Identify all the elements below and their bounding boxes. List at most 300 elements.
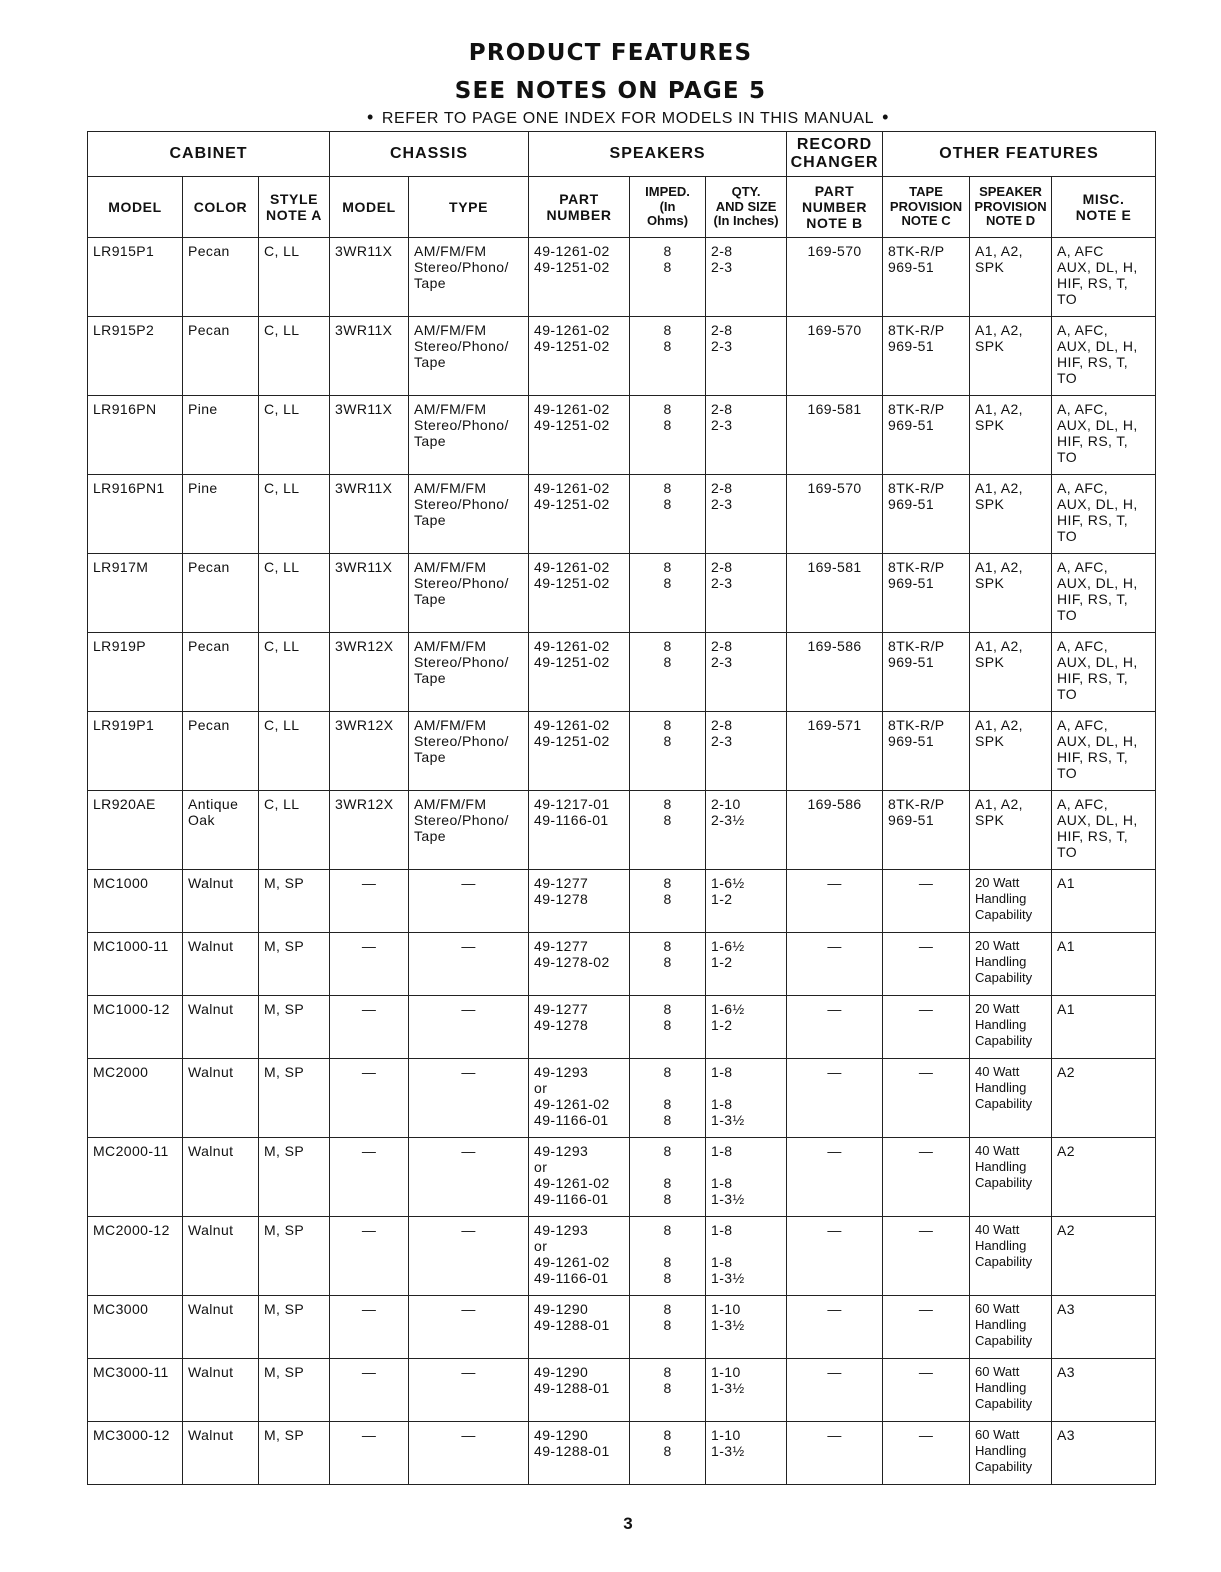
cell-type-text: AM/FM/FM Stereo/Phono/ Tape [414, 243, 509, 291]
cell-color-text: Pine [188, 480, 218, 496]
table-row [88, 1059, 1156, 1138]
cell-type [409, 238, 529, 317]
cell-style [259, 870, 330, 933]
cell-tape-provision-text: 8TK-R/P 969-51 [888, 559, 945, 591]
cell-type [409, 396, 529, 475]
cell-type [409, 996, 529, 1059]
cell-qty-size [706, 933, 787, 996]
cell-color [183, 712, 259, 791]
cell-qty-size [706, 554, 787, 633]
cell-model [88, 475, 183, 554]
column-header-tape-provision: TAPE PROVISION NOTE C [883, 177, 970, 238]
cell-speaker-provision-text: A1, A2, SPK [975, 717, 1023, 749]
cell-color [183, 317, 259, 396]
cell-model-text: MC3000 [93, 1301, 149, 1317]
cell-tape-provision [883, 1359, 970, 1422]
cell-impedance [630, 1138, 706, 1217]
cell-color-text: Walnut [188, 1427, 234, 1443]
cell-tape-provision [883, 1059, 970, 1138]
cell-style-text: C, LL [264, 243, 300, 259]
cell-tape-provision-text: 8TK-R/P 969-51 [888, 243, 945, 275]
cell-impedance-text: 8 8 [663, 1427, 672, 1459]
cell-chassis-model [330, 317, 409, 396]
table-row [88, 712, 1156, 791]
cell-misc [1052, 996, 1156, 1059]
column-header-speaker-provision: SPEAKER PROVISION NOTE D [970, 177, 1052, 238]
cell-color-text: Pecan [188, 322, 230, 338]
cell-type-text: — [461, 938, 476, 954]
cell-color [183, 238, 259, 317]
cell-speaker-provision [970, 933, 1052, 996]
cell-speaker-provision-text: 60 Watt Handling Capability [975, 1301, 1033, 1348]
cell-changer-part [787, 633, 883, 712]
cell-speaker-provision [970, 396, 1052, 475]
cell-qty-size-text: 2-8 2-3 [711, 638, 733, 670]
cell-type-text: AM/FM/FM Stereo/Phono/ Tape [414, 559, 509, 607]
cell-tape-provision-text: — [918, 1364, 934, 1380]
cell-model-text: MC3000-12 [93, 1427, 170, 1443]
cell-tape-provision [883, 996, 970, 1059]
cell-color-text: Pecan [188, 243, 230, 259]
table-row [88, 1296, 1156, 1359]
column-header-cabinet-model: MODEL [88, 177, 183, 238]
cell-qty-size [706, 996, 787, 1059]
cell-impedance [630, 396, 706, 475]
cell-type [409, 554, 529, 633]
cell-chassis-model [330, 1138, 409, 1217]
page-title: PRODUCT FEATURES [468, 40, 753, 66]
cell-model-text: MC1000-12 [93, 1001, 170, 1017]
cell-style-text: C, LL [264, 322, 300, 338]
cell-changer-part-text: 169-586 [807, 796, 862, 812]
bullet-icon: • [882, 107, 890, 127]
cell-chassis-model [330, 633, 409, 712]
cell-type-text: — [461, 1001, 476, 1017]
reference-note-text: REFER TO PAGE ONE INDEX FOR MODELS IN THIS MANUAL [381, 110, 875, 127]
cell-speaker-provision-text: 60 Watt Handling Capability [975, 1427, 1033, 1474]
cell-speaker-provision-text: A1, A2, SPK [975, 796, 1023, 828]
cell-speaker-provision-text: 20 Watt Handling Capability [975, 875, 1033, 922]
group-header-row [88, 132, 1156, 177]
cell-speaker-provision [970, 1359, 1052, 1422]
cell-misc [1052, 791, 1156, 870]
cell-chassis-model-text: — [361, 1001, 377, 1017]
cell-speaker-provision-text: A1, A2, SPK [975, 322, 1023, 354]
cell-type [409, 633, 529, 712]
cell-misc-text: A1 [1057, 938, 1075, 954]
cell-part-number [529, 396, 630, 475]
cell-type-text: AM/FM/FM Stereo/Phono/ Tape [414, 401, 509, 449]
cell-part-number-text: 49-1293 or 49-1261-02 49-1166-01 [534, 1064, 610, 1128]
page-number: 3 [623, 1514, 633, 1533]
cell-type [409, 1217, 529, 1296]
cell-type-text: AM/FM/FM Stereo/Phono/ Tape [414, 638, 509, 686]
cell-type-text: AM/FM/FM Stereo/Phono/ Tape [414, 717, 509, 765]
cell-color [183, 1059, 259, 1138]
cell-speaker-provision-text: 60 Watt Handling Capability [975, 1364, 1033, 1411]
cell-chassis-model-text: 3WR12X [335, 638, 394, 654]
column-header-impedance: IMPED. (In Ohms) [630, 177, 706, 238]
cell-impedance-text: 8 8 [663, 1001, 672, 1033]
cell-impedance [630, 238, 706, 317]
cell-chassis-model-text: — [361, 938, 377, 954]
cell-color-text: Pecan [188, 717, 230, 733]
cell-qty-size [706, 1059, 787, 1138]
cell-misc-text: A2 [1057, 1064, 1075, 1080]
cell-impedance-text: 8 8 [663, 717, 672, 749]
cell-tape-provision-text: 8TK-R/P 969-51 [888, 322, 945, 354]
cell-tape-provision [883, 475, 970, 554]
cell-style [259, 317, 330, 396]
cell-chassis-model [330, 933, 409, 996]
cell-part-number-text: 49-1277 49-1278-02 [534, 938, 610, 970]
cell-tape-provision-text: 8TK-R/P 969-51 [888, 796, 945, 828]
cell-part-number [529, 238, 630, 317]
product-features-table [87, 131, 1156, 1485]
cell-model-text: MC1000 [93, 875, 149, 891]
cell-style-text: C, LL [264, 717, 300, 733]
cell-qty-size [706, 1217, 787, 1296]
cell-chassis-model [330, 870, 409, 933]
cell-speaker-provision [970, 475, 1052, 554]
table-row [88, 317, 1156, 396]
cell-changer-part [787, 238, 883, 317]
cell-misc [1052, 870, 1156, 933]
cell-tape-provision-text: — [918, 1301, 934, 1317]
cell-chassis-model [330, 1059, 409, 1138]
cell-part-number [529, 1138, 630, 1217]
cell-type-text: — [461, 875, 476, 891]
cell-style [259, 1296, 330, 1359]
cell-speaker-provision [970, 238, 1052, 317]
cell-model [88, 996, 183, 1059]
cell-model [88, 1059, 183, 1138]
cell-misc [1052, 317, 1156, 396]
cell-style [259, 1422, 330, 1485]
cell-misc-text: A, AFC, AUX, DL, H, HIF, RS, T, TO [1057, 401, 1138, 465]
cell-impedance-text: 8 8 8 [663, 1143, 672, 1207]
cell-type-text: — [461, 1064, 476, 1080]
cell-type-text: — [461, 1427, 476, 1443]
cell-impedance [630, 554, 706, 633]
cell-color [183, 396, 259, 475]
cell-style [259, 996, 330, 1059]
cell-chassis-model-text: 3WR12X [335, 717, 394, 733]
cell-part-number [529, 317, 630, 396]
cell-model-text: LR919P1 [93, 717, 155, 733]
cell-model [88, 317, 183, 396]
cell-part-number-text: 49-1290 49-1288-01 [534, 1364, 610, 1396]
cell-color [183, 1296, 259, 1359]
cell-misc [1052, 1296, 1156, 1359]
cell-type [409, 475, 529, 554]
cell-part-number-text: 49-1261-02 49-1251-02 [534, 559, 610, 591]
page-subtitle: SEE NOTES ON PAGE 5 [454, 78, 767, 104]
cell-tape-provision [883, 1138, 970, 1217]
cell-misc-text: A3 [1057, 1301, 1075, 1317]
cell-impedance-text: 8 8 [663, 401, 672, 433]
cell-qty-size-text: 1-10 1-3½ [711, 1364, 745, 1396]
cell-style [259, 1059, 330, 1138]
cell-type [409, 1138, 529, 1217]
cell-chassis-model [330, 1217, 409, 1296]
cell-misc-text: A3 [1057, 1427, 1075, 1443]
cell-color [183, 1138, 259, 1217]
cell-speaker-provision-text: A1, A2, SPK [975, 401, 1023, 433]
table-row [88, 633, 1156, 712]
cell-speaker-provision-text: A1, A2, SPK [975, 559, 1023, 591]
cell-impedance [630, 633, 706, 712]
cell-misc-text: A, AFC, AUX, DL, H, HIF, RS, T, TO [1057, 638, 1138, 702]
cell-color-text: Walnut [188, 1143, 234, 1159]
cell-model [88, 633, 183, 712]
cell-model [88, 1422, 183, 1485]
cell-speaker-provision-text: A1, A2, SPK [975, 480, 1023, 512]
cell-speaker-provision [970, 1217, 1052, 1296]
cell-color-text: Pecan [188, 638, 230, 654]
cell-tape-provision [883, 1217, 970, 1296]
cell-tape-provision-text: 8TK-R/P 969-51 [888, 480, 945, 512]
cell-part-number [529, 554, 630, 633]
cell-misc [1052, 475, 1156, 554]
cell-part-number-text: 49-1217-01 49-1166-01 [534, 796, 610, 828]
cell-color-text: Walnut [188, 875, 234, 891]
cell-part-number [529, 1359, 630, 1422]
cell-chassis-model-text: 3WR11X [335, 322, 393, 338]
cell-chassis-model-text: — [361, 1222, 377, 1238]
cell-changer-part-text: — [827, 938, 842, 954]
cell-changer-part [787, 712, 883, 791]
cell-qty-size-text: 1-8 1-8 1-3½ [711, 1222, 745, 1286]
cell-style [259, 1138, 330, 1217]
cell-changer-part [787, 554, 883, 633]
cell-speaker-provision [970, 712, 1052, 791]
cell-impedance-text: 8 8 [663, 1301, 672, 1333]
cell-color [183, 1217, 259, 1296]
cell-type [409, 1059, 529, 1138]
cell-model-text: LR916PN1 [93, 480, 165, 496]
cell-tape-provision-text: 8TK-R/P 969-51 [888, 401, 945, 433]
group-header-record-changer: RECORD CHANGER [787, 132, 883, 177]
column-header-misc: MISC. NOTE E [1052, 177, 1156, 238]
cell-type [409, 791, 529, 870]
cell-changer-part [787, 317, 883, 396]
cell-speaker-provision [970, 1422, 1052, 1485]
cell-model-text: MC2000 [93, 1064, 149, 1080]
cell-impedance-text: 8 8 [663, 559, 672, 591]
cell-changer-part-text: — [827, 1364, 842, 1380]
cell-part-number-text: 49-1290 49-1288-01 [534, 1301, 610, 1333]
cell-qty-size [706, 712, 787, 791]
cell-color-text: Walnut [188, 1364, 234, 1380]
cell-changer-part-text: — [827, 1001, 842, 1017]
table-row [88, 933, 1156, 996]
cell-misc [1052, 712, 1156, 791]
cell-impedance-text: 8 8 [663, 243, 672, 275]
cell-changer-part-text: 169-581 [807, 401, 862, 417]
cell-style-text: M, SP [264, 938, 305, 954]
cell-color-text: Pecan [188, 559, 230, 575]
cell-qty-size-text: 1-10 1-3½ [711, 1427, 745, 1459]
cell-impedance-text: 8 8 [663, 1364, 672, 1396]
cell-changer-part-text: — [827, 1427, 842, 1443]
cell-qty-size-text: 1-8 1-8 1-3½ [711, 1143, 745, 1207]
cell-style [259, 933, 330, 996]
cell-qty-size [706, 1138, 787, 1217]
cell-color [183, 791, 259, 870]
cell-chassis-model-text: — [361, 1143, 377, 1159]
column-header-chassis-model: MODEL [330, 177, 409, 238]
cell-qty-size [706, 1359, 787, 1422]
cell-chassis-model-text: — [361, 1064, 377, 1080]
cell-speaker-provision-text: A1, A2, SPK [975, 243, 1023, 275]
cell-qty-size [706, 317, 787, 396]
cell-model [88, 712, 183, 791]
cell-misc [1052, 554, 1156, 633]
cell-model-text: LR917M [93, 559, 149, 575]
cell-impedance [630, 870, 706, 933]
cell-color-text: Pine [188, 401, 218, 417]
cell-style-text: M, SP [264, 1364, 305, 1380]
cell-tape-provision [883, 633, 970, 712]
cell-chassis-model-text: — [361, 1364, 377, 1380]
cell-tape-provision-text: — [918, 1222, 934, 1238]
cell-chassis-model [330, 475, 409, 554]
cell-qty-size [706, 1422, 787, 1485]
cell-tape-provision [883, 933, 970, 996]
cell-color-text: Walnut [188, 1301, 234, 1317]
cell-tape-provision [883, 712, 970, 791]
cell-qty-size [706, 870, 787, 933]
cell-tape-provision-text: — [918, 938, 934, 954]
cell-color-text: Walnut [188, 1001, 234, 1017]
cell-speaker-provision-text: A1, A2, SPK [975, 638, 1023, 670]
cell-type-text: — [461, 1364, 476, 1380]
cell-changer-part-text: 169-570 [807, 243, 862, 259]
cell-chassis-model [330, 996, 409, 1059]
cell-tape-provision [883, 238, 970, 317]
table-row [88, 238, 1156, 317]
cell-qty-size-text: 2-8 2-3 [711, 480, 733, 512]
cell-tape-provision [883, 1422, 970, 1485]
cell-changer-part [787, 1422, 883, 1485]
cell-part-number-text: 49-1277 49-1278 [534, 1001, 589, 1033]
cell-color-text: Walnut [188, 938, 234, 954]
cell-color [183, 554, 259, 633]
cell-part-number [529, 633, 630, 712]
cell-qty-size-text: 1-6½ 1-2 [711, 938, 745, 970]
cell-misc-text: A3 [1057, 1364, 1075, 1380]
cell-style [259, 1359, 330, 1422]
cell-changer-part-text: — [827, 1064, 842, 1080]
cell-part-number-text: 49-1261-02 49-1251-02 [534, 480, 610, 512]
cell-type [409, 1296, 529, 1359]
cell-misc-text: A2 [1057, 1222, 1075, 1238]
cell-model-text: LR915P1 [93, 243, 155, 259]
cell-color [183, 633, 259, 712]
cell-part-number-text: 49-1261-02 49-1251-02 [534, 401, 610, 433]
cell-model-text: MC3000-11 [93, 1364, 169, 1380]
cell-part-number [529, 1422, 630, 1485]
cell-qty-size-text: 2-8 2-3 [711, 243, 733, 275]
cell-misc [1052, 1217, 1156, 1296]
cell-type [409, 870, 529, 933]
column-header-style: STYLE NOTE A [259, 177, 330, 238]
group-header-other-features: OTHER FEATURES [883, 132, 1156, 177]
cell-impedance [630, 1422, 706, 1485]
cell-misc-text: A1 [1057, 1001, 1075, 1017]
cell-chassis-model [330, 554, 409, 633]
cell-color [183, 996, 259, 1059]
cell-speaker-provision-text: 20 Watt Handling Capability [975, 938, 1033, 985]
cell-misc [1052, 1422, 1156, 1485]
cell-style-text: M, SP [264, 1001, 305, 1017]
column-header-row [88, 177, 1156, 238]
cell-speaker-provision-text: 40 Watt Handling Capability [975, 1064, 1033, 1111]
cell-impedance [630, 1217, 706, 1296]
cell-misc-text: A, AFC, AUX, DL, H, HIF, RS, T, TO [1057, 322, 1138, 386]
cell-changer-part [787, 870, 883, 933]
cell-style-text: M, SP [264, 1064, 305, 1080]
cell-chassis-model [330, 238, 409, 317]
cell-changer-part [787, 1217, 883, 1296]
cell-model [88, 238, 183, 317]
cell-style-text: C, LL [264, 401, 300, 417]
cell-qty-size [706, 238, 787, 317]
cell-changer-part-text: — [827, 1301, 842, 1317]
table-row [88, 1217, 1156, 1296]
cell-changer-part [787, 1359, 883, 1422]
cell-impedance-text: 8 8 8 [663, 1064, 672, 1128]
cell-chassis-model [330, 1296, 409, 1359]
cell-changer-part-text: 169-570 [807, 480, 862, 496]
cell-speaker-provision [970, 633, 1052, 712]
reference-note [0, 107, 1221, 128]
cell-changer-part-text: 169-581 [807, 559, 862, 575]
cell-chassis-model [330, 712, 409, 791]
cell-style-text: M, SP [264, 1222, 305, 1238]
cell-misc [1052, 933, 1156, 996]
cell-misc-text: A2 [1057, 1143, 1075, 1159]
cell-qty-size [706, 396, 787, 475]
cell-impedance [630, 933, 706, 996]
cell-part-number [529, 791, 630, 870]
cell-tape-provision [883, 554, 970, 633]
cell-chassis-model [330, 396, 409, 475]
cell-qty-size-text: 1-6½ 1-2 [711, 875, 745, 907]
cell-impedance [630, 1296, 706, 1359]
cell-style-text: C, LL [264, 638, 300, 654]
cell-chassis-model [330, 791, 409, 870]
cell-part-number-text: 49-1261-02 49-1251-02 [534, 717, 610, 749]
cell-misc [1052, 238, 1156, 317]
cell-misc [1052, 1138, 1156, 1217]
cell-tape-provision [883, 396, 970, 475]
cell-part-number [529, 1059, 630, 1138]
cell-changer-part [787, 475, 883, 554]
cell-qty-size [706, 633, 787, 712]
cell-style [259, 712, 330, 791]
cell-speaker-provision [970, 317, 1052, 396]
cell-style-text: C, LL [264, 480, 300, 496]
cell-part-number-text: 49-1277 49-1278 [534, 875, 589, 907]
cell-misc [1052, 1359, 1156, 1422]
cell-tape-provision [883, 870, 970, 933]
cell-color-text: Antique Oak [188, 796, 239, 828]
cell-color-text: Walnut [188, 1222, 234, 1238]
cell-style [259, 554, 330, 633]
cell-changer-part [787, 933, 883, 996]
